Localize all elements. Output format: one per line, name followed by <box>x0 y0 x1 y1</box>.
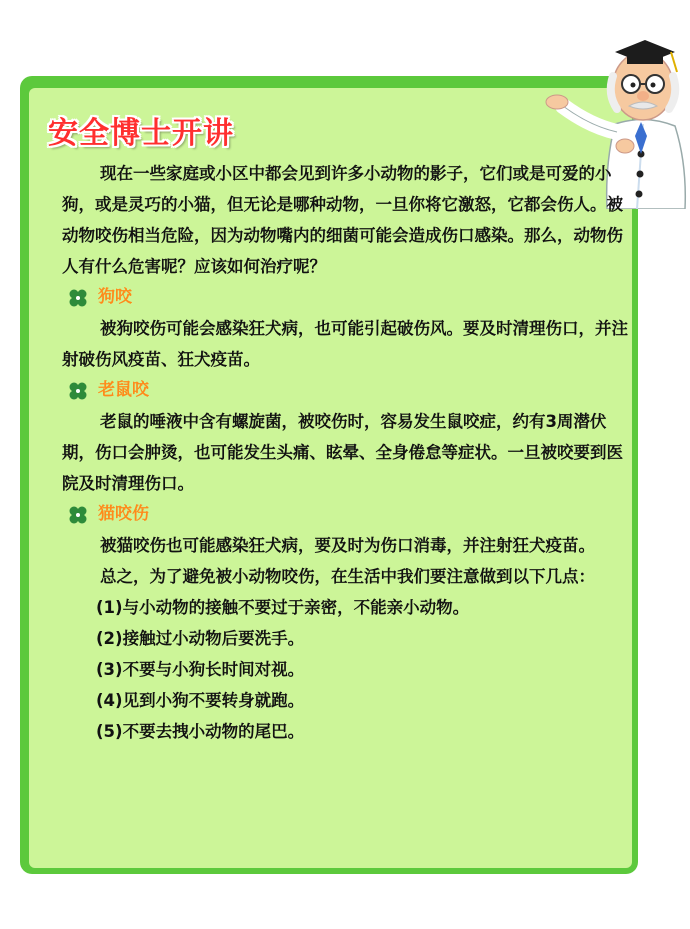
section-heading-rat <box>62 375 632 406</box>
section-title: 老鼠咬 <box>98 380 149 400</box>
clover-icon <box>68 381 88 401</box>
clover-icon <box>68 505 88 525</box>
clover-icon <box>68 288 88 308</box>
summary-paragraph: 总之，为了避免被小动物咬伤，在生活中我们要注意做到以下几点： <box>99 567 595 586</box>
intro-paragraph: 现在一些家庭或小区中都会见到许多小动物的影子，它们或是可爱的小狗，或是灵巧的小猫，但无论是哪种动物，一旦你将它激怒，它都会伤人。被动物咬伤相当危险，因为动物嘴内的细菌可能会造成伤口感染。那么，动物伤人有什么危害呢？应该如何治疗呢？ <box>62 164 623 276</box>
section-text: 老鼠的唾液中含有螺旋菌，被咬伤时，容易发生鼠咬症，约有3周潜伏期，伤口会肿烫，也可能发生头痛、眩晕、全身倦怠等症状。一旦被咬要到医院及时清理伤口。 <box>62 412 623 493</box>
section-title: 猫咬伤 <box>98 504 149 524</box>
list-item: (4)见到小狗不要转身就跑。 <box>96 691 305 710</box>
list-item: (3)不要与小狗长时间对视。 <box>96 660 305 679</box>
section-text: 被猫咬伤也可能感染狂犬病，要及时为伤口消毒，并注射狂犬疫苗。 <box>99 536 595 555</box>
article-body <box>62 158 632 747</box>
list-item: (1)与小动物的接触不要过于亲密，不能亲小动物。 <box>96 598 470 617</box>
section-heading-cat <box>62 499 632 530</box>
page-title: 安全博士开讲 <box>48 116 234 151</box>
list-item: (2)接触过小动物后要洗手。 <box>96 629 305 648</box>
section-title: 狗咬 <box>98 287 132 307</box>
section-text: 被狗咬伤可能会感染狂犬病，也可能引起破伤风。要及时清理伤口，并注射破伤风疫苗、狂犬疫苗。 <box>62 319 628 369</box>
section-heading-dog <box>62 282 632 313</box>
list-item: (5)不要去拽小动物的尾巴。 <box>96 722 305 741</box>
